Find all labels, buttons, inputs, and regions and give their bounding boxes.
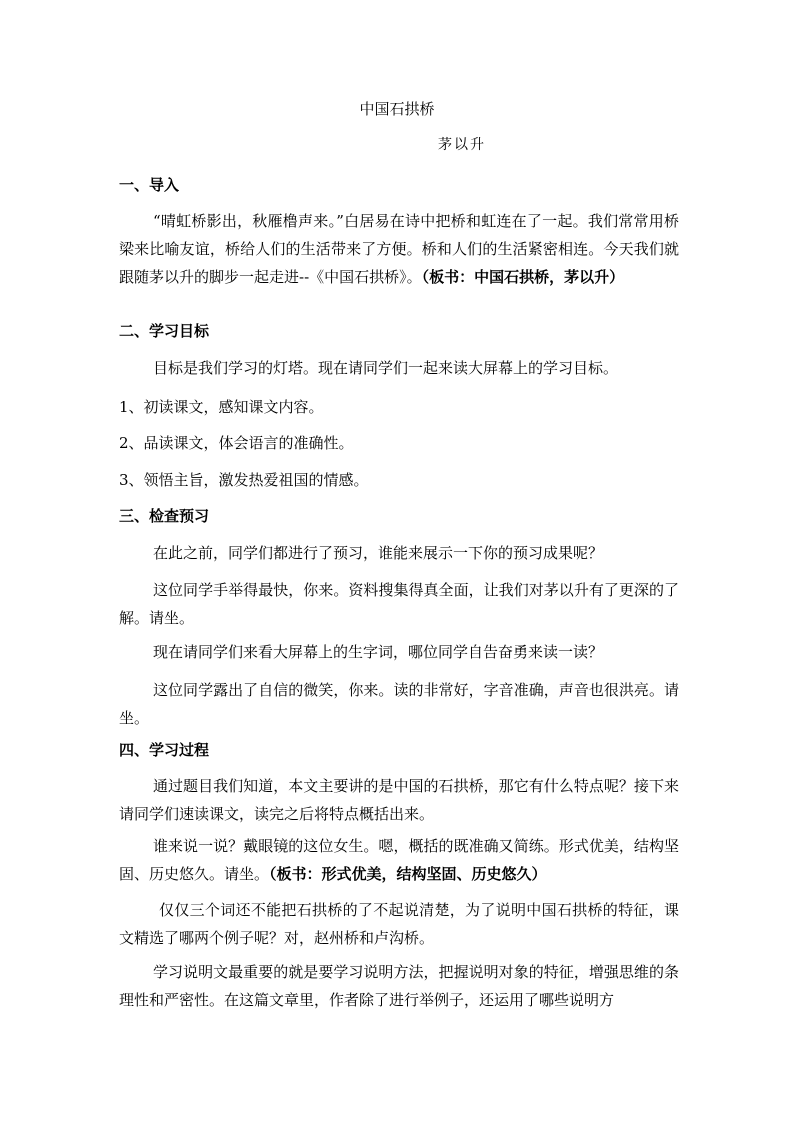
- paragraph-preview-3: 现在请同学们来看大屏幕上的生字词，哪位同学自告奋勇来读一读？: [153, 643, 604, 661]
- author-name: 茅以升: [438, 137, 486, 153]
- document-title: 中国石拱桥: [359, 100, 435, 118]
- section-heading-preview-check: 三、检查预习: [119, 507, 210, 525]
- paragraph-intro-text: “晴虹桥影出，秋雁橹声来。”白居易在诗中把桥和虹连在了一起。我们常常用桥梁来比喻友谊，桥给人们的生活带来了方便。桥和人们的生活紧密相连。今天我们就跟随茅以升的脚步一起走进--《中国石拱桥》。: [119, 212, 679, 286]
- objective-item-3: 3、领悟主旨，激发热爱祖国的情感。: [119, 471, 369, 489]
- paragraph-objectives-intro: 目标是我们学习的灯塔。现在请同学们一起来读大屏幕上的学习目标。: [153, 359, 619, 377]
- section-heading-learning-process: 四、学习过程: [119, 741, 210, 759]
- paragraph-intro: [119, 207, 679, 291]
- section-heading-objectives: 二、学习目标: [119, 322, 210, 340]
- blackboard-note-features: （板书：形式优美，结构坚固、历史悠久）: [269, 865, 547, 883]
- paragraph-process-2: [119, 832, 679, 888]
- paragraph-process-2-text: 谁来说一说？戴眼镜的这位女生。嗯，概括的既准确又简练。形式优美，结构坚固、历史悠久。请坐。: [119, 837, 679, 883]
- paragraph-process-3: 仅仅三个词还不能把石拱桥的了不起说清楚，为了说明中国石拱桥的特征，课文精选了哪两个例子呢？对，赵州桥和卢沟桥。: [119, 901, 679, 947]
- paragraph-preview-2: 这位同学手举得最快，你来。资料搜集得真全面，让我们对茅以升有了更深的了解。请坐。: [119, 581, 679, 627]
- blackboard-note-title: （板书：中国石拱桥，茅以升）: [421, 268, 625, 286]
- section-heading-intro: 一、导入: [119, 176, 180, 194]
- paragraph-process-4: 学习说明文最重要的就是要学习说明方法，把握说明对象的特征，增强思维的条理性和严密性。在这篇文章里，作者除了进行举例子，还运用了哪些说明方: [119, 963, 679, 1009]
- paragraph-process-1: 通过题目我们知道，本文主要讲的是中国的石拱桥，那它有什么特点呢？接下来请同学们速读课文，读完之后将特点概括出来。: [119, 777, 679, 823]
- paragraph-preview-1: 在此之前，同学们都进行了预习，谁能来展示一下你的预习成果呢？: [153, 544, 604, 562]
- objective-item-2: 2、品读课文，体会语言的准确性。: [119, 434, 354, 452]
- paragraph-preview-4: 这位同学露出了自信的微笑，你来。读的非常好，字音准确，声音也很洪亮。请坐。: [119, 681, 679, 727]
- objective-item-1: 1、初读课文，感知课文内容。: [119, 398, 324, 416]
